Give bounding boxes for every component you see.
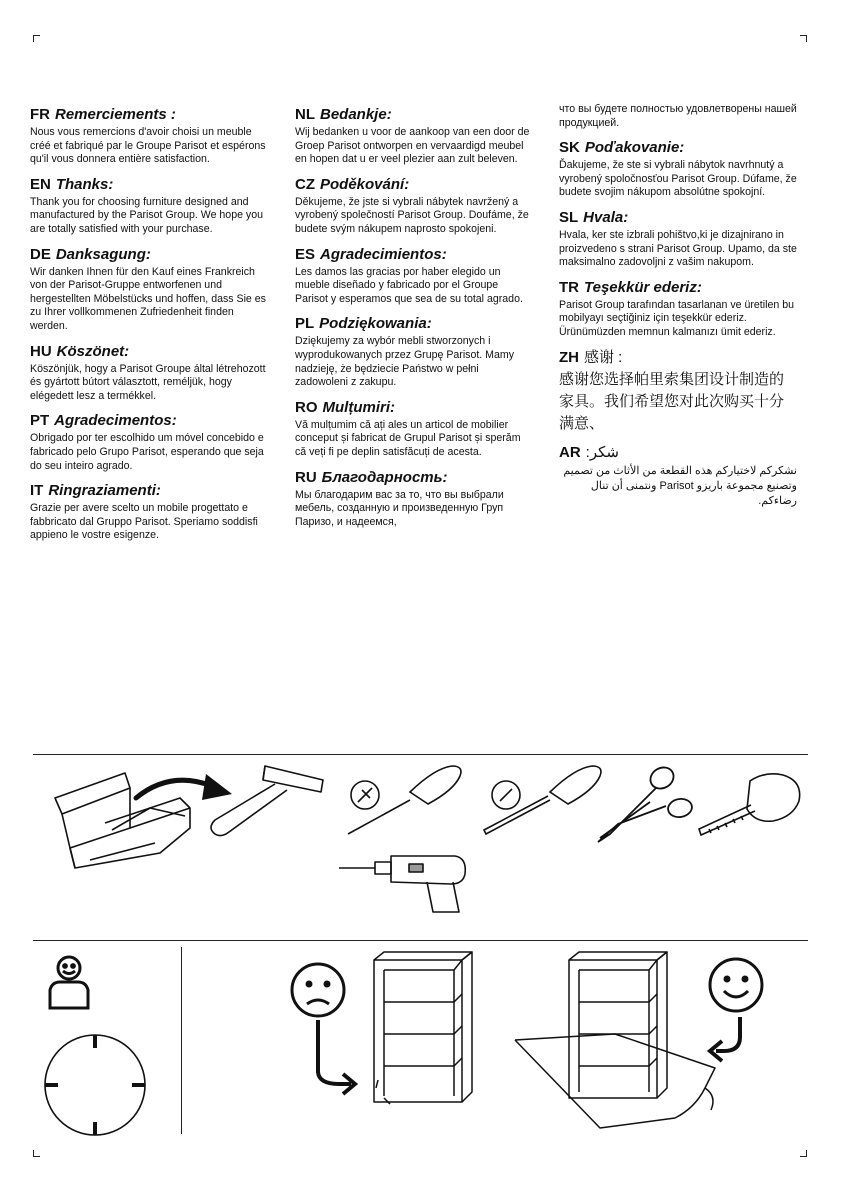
section-body: Obrigado por ter escolhido um móvel concebido e fabricado pelo Grupo Parisot, esperando que seja do seu inteiro agrado. (30, 432, 264, 472)
crop-mark-top-right (800, 35, 807, 42)
section-body: Hvala, ker ste izbrali pohištvo,ki je dizajnirano in proizvedeno s strani Parisot Group. Upamo, da ste maksimalno zadovoljni z vašim nakupom. (559, 228, 797, 269)
section-code: EN (30, 175, 51, 193)
section-ro (295, 398, 533, 460)
sad-face-icon (285, 960, 380, 1100)
section-hu (30, 342, 268, 404)
section-code: IT (30, 482, 44, 500)
section-body: Wir danken Ihnen für den Kauf eines Frankreich von der Parisot-Gruppe entworfenen und hergestellten Möbelstücks und hoffen, dass Sie es zu Ihrer vollkommenen Zufriedenheit finden werden. (30, 265, 266, 332)
section-title: Danksagung: (55, 245, 151, 263)
flat-screwdriver-icon (478, 760, 608, 840)
section-title: Poďakovanie: (584, 139, 685, 157)
section-title: Hvala: (583, 208, 629, 226)
hammer-icon (205, 760, 330, 840)
section-body: Wij bedanken u voor de aankoop van een door de Groep Parisot ontworpen en vervaardigd meubel en hopen dat u er veel plezier aan zult beleven. (295, 126, 530, 166)
crop-mark-top-left (33, 35, 40, 42)
person-icon (42, 952, 97, 1012)
crop-mark-bottom-right (800, 1150, 807, 1157)
shelf-unit-left (370, 948, 478, 1108)
section-body: Köszönjük, hogy a Parisot Groupe által létrehozott és gyártott bútort választott, reméljük, hogy elégedett lesz a termékkel. (30, 362, 266, 402)
section-body: Мы благодарим вас за то, что вы выбрали мебель, созданную и произведенную Груп Паризо, и надеемся, (295, 488, 504, 528)
section-code: HU (30, 342, 52, 360)
section-de (30, 245, 268, 334)
section-title: :شكر (585, 443, 619, 461)
section-it (30, 481, 268, 543)
text-column-1 (30, 105, 268, 551)
scissors-icon (590, 762, 700, 852)
clock-icon (38, 1030, 153, 1140)
section-code: RU (295, 468, 317, 486)
section-code: CZ (295, 175, 315, 193)
happy-face-icon (700, 955, 770, 1065)
section-code: RO (295, 398, 318, 416)
section-title: Teşekkür ederiz: (584, 278, 702, 296)
section-code: FR (30, 106, 50, 123)
section-code: TR (559, 278, 579, 296)
section-code: NL (295, 106, 315, 123)
section-es (295, 245, 533, 307)
section-cz (295, 175, 533, 237)
section-body: Grazie per avere scelto un mobile progettato e fabbricato dal Gruppo Parisot. Speriamo soddisfi appieno le vostre esigenze. (30, 502, 258, 542)
section-en (30, 175, 268, 237)
divider-vertical (181, 947, 182, 1134)
section-ru (295, 468, 533, 530)
divider-top (33, 754, 808, 755)
divider-bottom (33, 940, 808, 941)
section-code: SL (559, 208, 579, 226)
section-sk (559, 138, 797, 200)
section-code: SK (559, 139, 580, 157)
section-title: Agradecimentos: (54, 412, 177, 430)
section-code: PT (30, 412, 50, 430)
section-title: Благодарность: (321, 468, 448, 486)
section-title: Ringraziamenti: (48, 482, 161, 500)
section-body: Les damos las gracias por haber elegido un mueble diseñado y fabricado por el Groupe Parisot y esperamos que sea de su total agrado. (295, 265, 523, 305)
section-body: Thank you for choosing furniture designed and manufactured by the Parisot Group. We hope you are totally satisfied with your purchase. (30, 195, 264, 235)
crop-mark-bottom-left (33, 1150, 40, 1157)
section-code: PL (295, 315, 315, 333)
section-nl (295, 105, 533, 167)
section-body: Nous vous remercions d'avoir choisi un meuble créé et fabriqué par le Groupe Parisot et espérons qu'il vous donnera entière satisfaction. (30, 126, 266, 166)
section-ar (559, 443, 797, 509)
section-body: نشكركم لاختياركم هذه القطعة من الأثاث من تصميم وتصنيع مجموعة باريزو Parisot ونتمنى أن تنال رضاءكم. (563, 464, 797, 507)
section-fr (30, 105, 268, 167)
section-code: DE (30, 245, 51, 263)
section-pl (295, 314, 533, 389)
section-title: Bedankje: (320, 106, 392, 123)
text-column-3 (559, 103, 797, 517)
section-title: Podziękowania: (319, 315, 432, 333)
section-title: 感谢 : (584, 348, 623, 366)
section-body: 感谢您选择帕里索集团设计制造的家具。我们希望您对此次购买十分满意、 (559, 370, 785, 432)
section-code: AR (559, 443, 581, 461)
section-title: Poděkování: (320, 175, 410, 193)
section-body: что вы будете полностью удовлетворены нашей продукцией. (559, 103, 797, 129)
section-title: Agradecimientos: (320, 245, 447, 263)
section-zh (559, 348, 797, 435)
section-body: Děkujeme, že jste si vybrali nábytek navržený a vyrobený společností Parisot Group. Doufáme, že budete svým nákupem naprosto spokojeni. (295, 195, 529, 235)
shelf-unit-right (505, 948, 725, 1133)
text-column-2 (295, 105, 533, 537)
phillips-screwdriver-icon (340, 760, 470, 840)
section-pt (30, 411, 268, 473)
section-body: Vă mulțumim că ați ales un articol de mobilier conceput și fabricat de Grupul Parisot și sperăm că veți fi pe deplin satisfăcuți de acesta. (295, 418, 521, 458)
section-tr (559, 278, 797, 340)
section-sl (559, 208, 797, 270)
section-body: Dziękujemy za wybór mebli stworzonych i wyprodukowanych przez Grupę Parisot. Mamy nadzieję, że będziecie Państwo w pełni zadowoleni z zakupu. (295, 335, 515, 389)
section-ru-continued (559, 103, 797, 130)
section-code: ES (295, 245, 316, 263)
section-title: Mulțumiri: (322, 398, 395, 416)
section-body: Parisot Group tarafından tasarlanan ve üretilen bu mobilyayı seçtiğiniz için teşekkür ederiz. Ürünümüzden memnun kalmanızı ümit ederiz. (559, 298, 794, 338)
section-title: Remerciements : (55, 106, 176, 123)
section-body: Ďakujeme, že ste si vybrali nábytok navrhnutý a vyrobený spoločnosťou Parisot Group. Dúfame, že budete svojim nákupom absolútne spokojní. (559, 159, 797, 199)
section-title: Thanks: (55, 175, 114, 193)
tape-measure-icon (695, 765, 805, 845)
section-title: Köszönet: (56, 342, 130, 360)
section-code: ZH (559, 348, 579, 366)
drill-icon (335, 848, 485, 923)
